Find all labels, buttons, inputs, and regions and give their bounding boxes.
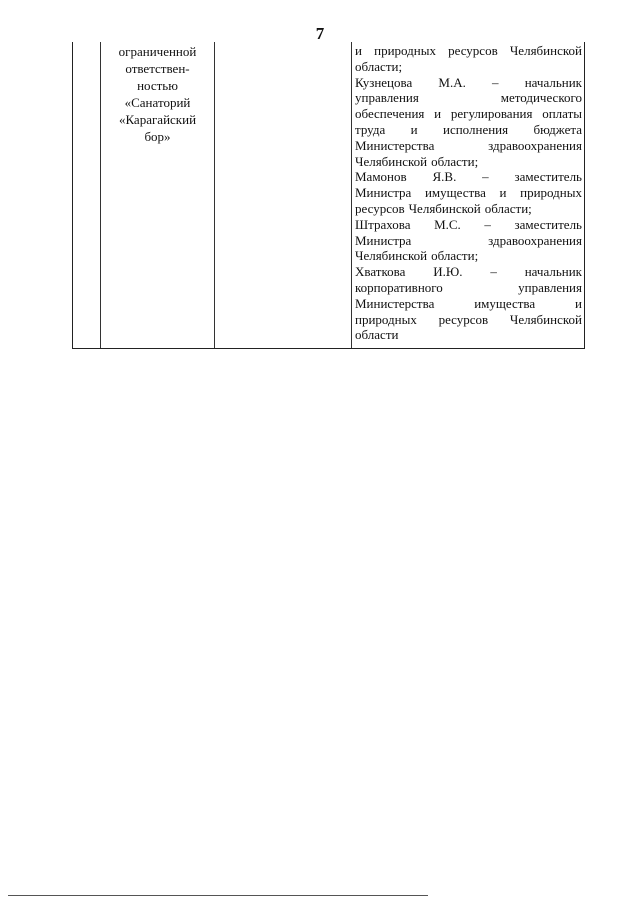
member-text-line — [355, 201, 582, 217]
member-word: области — [355, 327, 399, 343]
member-word: области; — [431, 248, 479, 264]
member-word: природных — [374, 43, 436, 58]
member-word: управления — [355, 90, 419, 106]
organization-name-cell — [101, 42, 214, 145]
member-text-line — [355, 312, 582, 328]
member-text-line — [355, 248, 582, 264]
member-word: Мамонов — [355, 169, 407, 185]
column-divider — [214, 42, 215, 348]
member-word: Министра — [355, 232, 412, 248]
org-name-line: «Карагайский — [118, 112, 197, 127]
member-word: бюджета — [533, 121, 582, 137]
member-text-line — [355, 327, 582, 343]
member-word: – — [482, 169, 489, 185]
member-text-line — [355, 233, 582, 249]
member-text-line — [355, 154, 582, 170]
member-text-line — [355, 169, 582, 185]
member-word: области; — [431, 153, 479, 169]
member-text-line — [355, 43, 582, 59]
member-word: Кузнецова — [355, 74, 413, 90]
member-word: Хваткова — [355, 264, 406, 280]
member-word: – — [492, 74, 499, 90]
member-word: здравоохранения — [488, 137, 582, 153]
member-word: и — [410, 121, 418, 137]
member-word: корпоративного — [355, 279, 443, 295]
member-word: и — [575, 295, 582, 311]
member-text-line — [355, 106, 582, 122]
member-word: оплаты — [542, 106, 582, 122]
member-word: и — [499, 185, 507, 201]
member-text-line — [355, 75, 582, 91]
org-name-line: бор» — [144, 129, 171, 144]
member-word: области; — [355, 58, 403, 74]
member-word: – — [484, 216, 491, 232]
member-word: начальник — [524, 264, 582, 280]
org-name-line: ответствен- — [125, 61, 190, 76]
member-word: исполнения — [442, 121, 509, 137]
member-text-line — [355, 59, 582, 75]
member-word: Челябинской — [355, 153, 428, 169]
member-text-line — [355, 217, 582, 233]
member-word: обеспечения — [355, 106, 425, 122]
member-word: и — [434, 106, 442, 122]
commission-members-cell — [355, 42, 582, 343]
member-word: имущества — [424, 185, 486, 201]
member-word: методического — [500, 90, 582, 106]
member-word: Челябинской — [509, 311, 582, 327]
member-text-line — [355, 296, 582, 312]
member-word: ресурсов — [448, 43, 498, 58]
member-word: и — [355, 43, 362, 58]
member-word: М.А. — [438, 74, 466, 90]
member-word: Челябинской — [355, 248, 428, 264]
member-word: природных — [520, 185, 582, 201]
member-word: регулирования — [450, 106, 533, 122]
member-text-line — [355, 90, 582, 106]
member-word: И.Ю. — [433, 264, 463, 280]
member-word: природных — [355, 311, 417, 327]
member-word: Штрахова — [355, 216, 411, 232]
member-word: М.С. — [434, 216, 461, 232]
member-word: начальник — [524, 74, 582, 90]
member-word: ресурсов — [438, 311, 489, 327]
member-word: области; — [484, 200, 532, 216]
member-word: Министерства — [355, 295, 435, 311]
member-text-line — [355, 264, 582, 280]
member-word: заместитель — [514, 169, 582, 185]
member-word: здравоохранения — [488, 232, 582, 248]
member-word: Министерства — [355, 137, 435, 153]
member-word: управления — [518, 279, 582, 295]
org-name-line: ностью — [137, 78, 178, 93]
member-word: имущества — [474, 295, 536, 311]
member-word: Челябинской — [408, 200, 481, 216]
member-word: Я.В. — [432, 169, 457, 185]
member-word: – — [490, 264, 497, 280]
member-text-line — [355, 138, 582, 154]
page-number: 7 — [315, 24, 325, 43]
member-word: Министра — [355, 185, 412, 201]
member-text-line — [355, 185, 582, 201]
member-word: Челябинской — [509, 43, 582, 58]
member-text-line — [355, 122, 582, 138]
org-name-line: «Санаторий — [124, 95, 191, 110]
member-word: ресурсов — [355, 200, 405, 216]
member-word: заместитель — [514, 216, 582, 232]
footer-rule — [8, 895, 428, 896]
commission-table — [72, 42, 585, 349]
member-word: труда — [355, 121, 386, 137]
member-text-line — [355, 280, 582, 296]
org-name-line: ограниченной — [118, 44, 197, 59]
column-divider — [351, 42, 352, 348]
